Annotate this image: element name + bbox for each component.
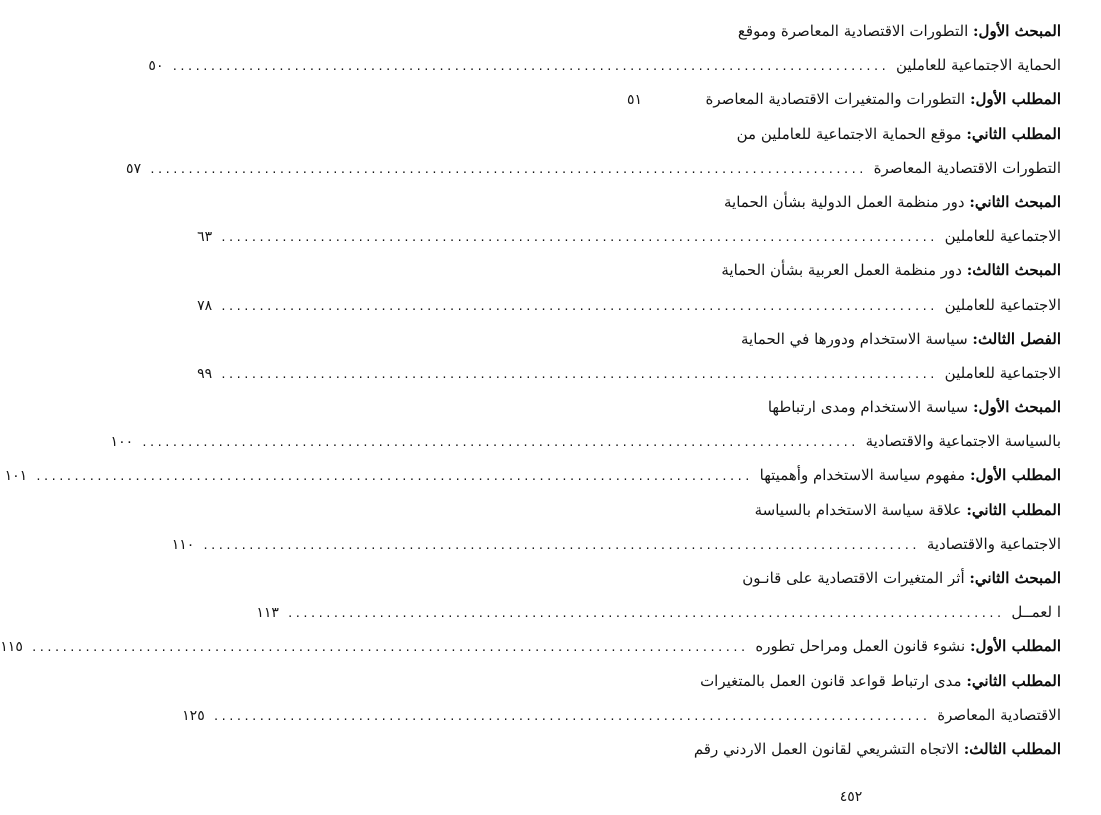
dot-leader: .............................................................................................. (149, 162, 866, 176)
toc-line (627, 322, 1061, 356)
toc-entry-text: دور منظمة العمل الدولية بشأن الحماية (723, 192, 970, 211)
dot-leader: .............................................................................................. (220, 367, 937, 381)
dot-leader: .............................................................................................. (286, 607, 1004, 621)
toc-page-number: ٩٩ (197, 365, 213, 382)
toc-heading-label: المبحث الأول: (973, 22, 1061, 40)
toc-heading-label: المطلب الثاني: (966, 124, 1061, 143)
dot-leader: .............................................................................................. (220, 231, 937, 245)
toc-line (627, 561, 1061, 595)
dot-leader: .............................................................................................. (171, 60, 888, 74)
toc-entry-text: مدى ارتباط قواعد قانون العمل بالمتغيرات (700, 671, 967, 690)
toc-line (627, 664, 1061, 698)
toc-entry-text: سياسة الاستخدام ودورها في الحماية (741, 329, 973, 348)
toc-line (256, 595, 1061, 629)
toc-page-number: ٥١ (627, 92, 643, 109)
toc-page-number: ٦٣ (197, 229, 213, 246)
toc-heading-label: المطلب الأول: (969, 637, 1061, 656)
toc-entry-text: الحماية الاجتماعية للعاملين (896, 56, 1061, 75)
dot-leader: .............................................................................................. (141, 436, 858, 450)
toc-heading-label: المبحث الثالث: (966, 261, 1061, 280)
toc-entry-text: مفهوم سياسة الاستخدام وأهميتها (759, 466, 970, 485)
toc-line (197, 288, 1061, 322)
toc-entry-text: الاقتصادية المعاصرة (937, 705, 1061, 724)
toc-heading-label: المطلب الأول: (969, 466, 1061, 485)
toc-page-number: ٧٨ (197, 297, 213, 314)
dot-leader: .............................................................................................. (35, 470, 752, 484)
dot-leader: .............................................................................................. (212, 709, 930, 723)
toc-line (627, 493, 1061, 527)
dot-leader: .............................................................................................. (202, 538, 919, 552)
toc-page-number: ١١٥ (0, 639, 23, 656)
toc-entry-text: الاجتماعية للعاملين (944, 227, 1061, 246)
toc-entry-text: التطورات الاقتصادية المعاصرة (873, 158, 1061, 177)
toc-entry-text: دور منظمة العمل العربية بشأن الحماية (721, 261, 967, 280)
toc-line (197, 356, 1061, 390)
dot-leader: .............................................................................................. (220, 299, 937, 313)
toc-entry-text: موقع الحماية الاجتماعية للعاملين من (736, 124, 967, 143)
toc-page-number: ١٠١ (4, 468, 28, 485)
toc-page-number: ١٢٥ (182, 707, 205, 724)
toc-entry-text: الاجتماعية والاقتصادية (926, 534, 1061, 553)
page-number: ٤٥٢ (839, 789, 863, 805)
toc-entry-text: التطورات والمتغيرات الاقتصادية المعاصرة (705, 90, 970, 109)
toc-line (627, 82, 1061, 116)
toc-entry-text: نشوء قانون العمل ومراحل تطوره (755, 637, 970, 656)
toc-heading-label: المطلب الثالث: (963, 739, 1061, 758)
toc-page-number: ١١٠ (171, 536, 195, 553)
toc-line (627, 14, 1061, 48)
toc-line (197, 219, 1061, 253)
toc-entry-text: الاجتماعية للعاملين (944, 295, 1061, 314)
toc-line (627, 732, 1061, 766)
toc-heading-label: المطلب الثاني: (966, 671, 1061, 690)
toc-entry-text: ا لعمــل (1011, 603, 1061, 622)
toc-entry-text: بالسياسة الاجتماعية والاقتصادية (865, 432, 1061, 451)
toc-line (627, 117, 1061, 151)
toc-heading-label: المبحث الثاني: (969, 569, 1061, 587)
toc-line (148, 48, 1061, 82)
toc-page-number: ٥٧ (126, 160, 142, 177)
toc-page-number: ٥٠ (148, 58, 164, 75)
toc-entry-text: الاجتماعية للعاملين (944, 363, 1061, 382)
toc-entry-text: أثر المتغيرات الاقتصادية على قانـون (742, 569, 970, 587)
dot-leader: .............................................................................................. (30, 641, 748, 655)
toc-heading-label: المطلب الأول: (969, 90, 1061, 109)
toc-entry-text: سياسة الاستخدام ومدى ارتباطها (767, 398, 974, 417)
toc-line (627, 390, 1061, 424)
toc-heading-label: المطلب الثاني: (966, 500, 1061, 519)
toc-line (126, 151, 1061, 185)
toc-page-number: ١٠٠ (110, 434, 134, 451)
table-of-contents (0, 14, 1061, 766)
toc-heading-label: الفصل الثالث: (972, 329, 1061, 348)
toc-entry-text: الاتجاه التشريعي لقانون العمل الاردني رقم (693, 739, 964, 758)
toc-line (627, 253, 1061, 287)
toc-heading-label: المبحث الثاني: (969, 192, 1061, 211)
toc-line (182, 698, 1061, 732)
toc-line (627, 185, 1061, 219)
toc-entry-text: التطورات الاقتصادية المعاصرة وموقع (737, 22, 974, 40)
toc-page-number: ١١٣ (256, 605, 279, 622)
toc-line (110, 424, 1061, 458)
toc-heading-label: المبحث الأول: (973, 398, 1061, 417)
toc-line (4, 458, 1061, 492)
toc-line (171, 527, 1061, 561)
toc-entry-text: علاقة سياسة الاستخدام بالسياسة (754, 500, 967, 519)
toc-line (0, 629, 1061, 663)
